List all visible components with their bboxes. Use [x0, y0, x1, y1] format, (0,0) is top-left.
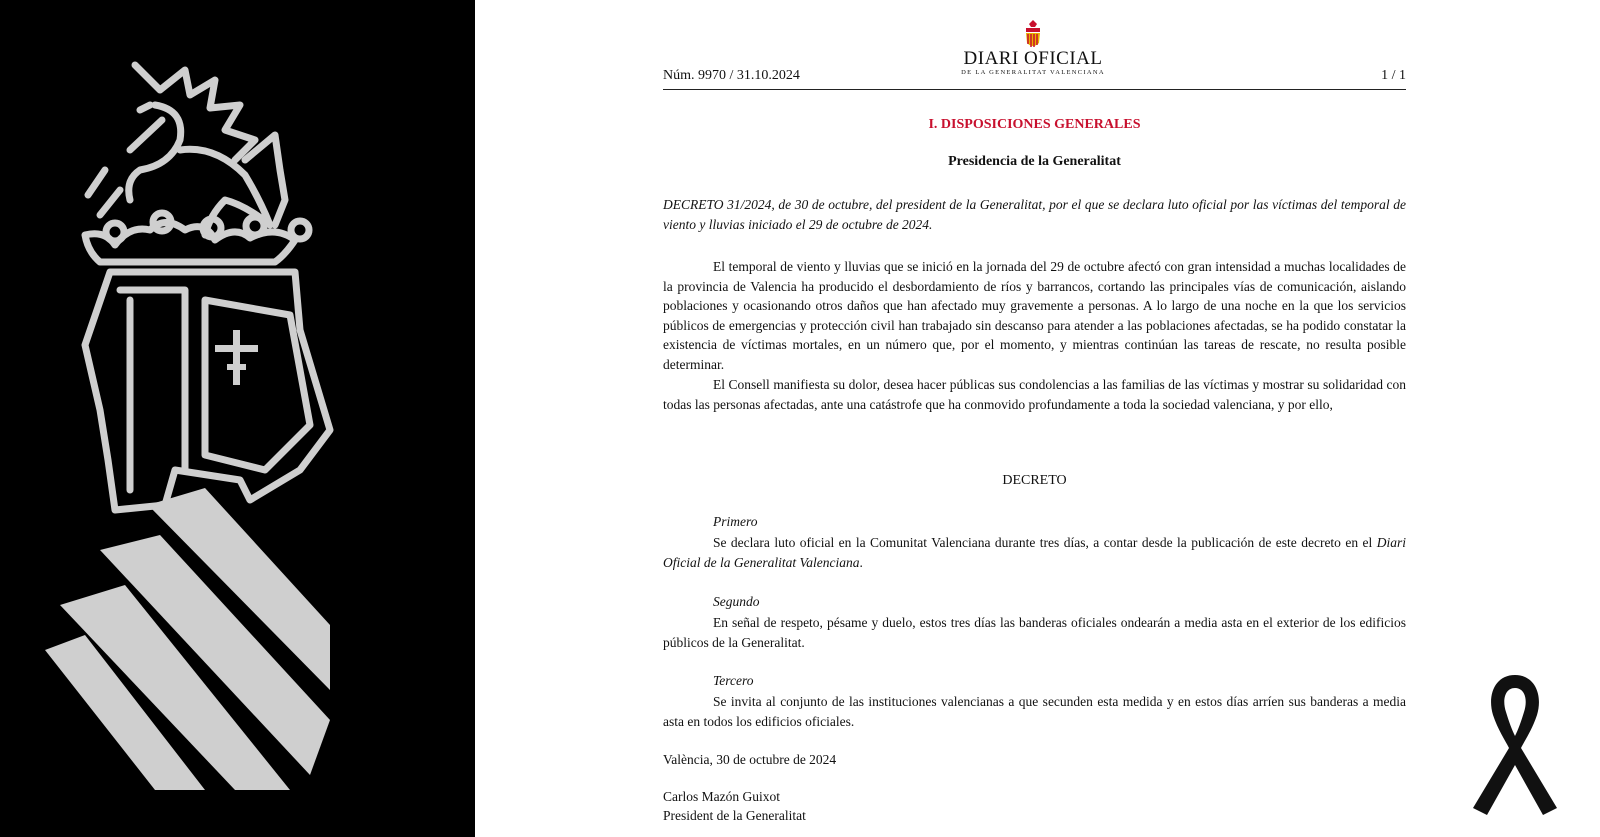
article-body-3: Se invita al conjunto de las instituciones valencianas a que secunden esta medida y en estos días arríen sus banderas a media asta en todos los edificios oficiales. — [663, 694, 1406, 729]
article-heading-1: Primero — [713, 514, 758, 529]
black-ribbon-icon — [1465, 670, 1565, 820]
section-title: I. DISPOSICIONES GENERALES — [928, 117, 1141, 132]
article-heading-2: Segundo — [713, 594, 760, 609]
decree-heading: DECRETO — [1002, 473, 1067, 488]
masthead-title: DIARI OFICIAL — [963, 48, 1103, 69]
generalitat-emblem-icon — [0, 0, 475, 837]
article-1-text: Se declara luto oficial en la Comunitat Valenciana durante tres días, a contar desde la publicación de este decreto en el — [713, 535, 1377, 550]
masthead-emblem-icon — [1023, 19, 1043, 49]
masthead — [943, 19, 1123, 89]
article-1-end: . — [859, 554, 863, 570]
masthead-subtitle: DE LA GENERALITAT VALENCIANA — [961, 69, 1105, 76]
article-heading-3: Tercero — [713, 673, 754, 688]
page-number: 1 / 1 — [1381, 68, 1406, 83]
signer-role: President de la Generalitat — [663, 808, 806, 823]
preamble-paragraph-2: El Consell manifiesta su dolor, desea hacer públicas sus condolencias a las familias de las víctimas y mostrar su solidaridad con todas las personas afectadas, ante una catástrofe que ha conmovido profundamente a toda la sociedad valenciana, y por ello, — [663, 377, 1406, 412]
signer-name: Carlos Mazón Guixot — [663, 789, 780, 804]
article-body-2: En señal de respeto, pésame y duelo, estos tres días las banderas oficiales ondearán a media asta en el exterior de los edificios públicos de la Generalitat. — [663, 615, 1406, 650]
issue-number-date: Núm. 9970 / 31.10.2024 — [663, 68, 800, 83]
article-body-1 — [663, 533, 1406, 572]
page-header — [663, 48, 1406, 90]
emblem-panel — [0, 0, 475, 837]
gazette-name: Diari Oficial de la Generalitat Valenciana — [663, 535, 1406, 570]
issuing-body: Presidencia de la Generalitat — [948, 154, 1121, 169]
preamble-paragraph-1: El temporal de viento y lluvias que se inició en la jornada del 29 de octubre afectó con gran intensidad a muchas localidades de la provincia de Valencia ha producido el desbordamiento de ríos y barrancos, cortando las principales vías de comunicación, aislando poblaciones y ocasionando otros daños que han afectado muy gravemente a personas. A lo largo de una noche en la que los servicios públicos de emergencias y protección civil han trabajado sin descanso para atender a las poblaciones afectadas, se ha podido constatar la existencia de víctimas mortales, en un número que, por el momento, y mientras continúan las tareas de rescate, no resulta posible determinar. — [663, 259, 1406, 372]
gazette-page — [663, 0, 1406, 837]
decree-title: DECRETO 31/2024, de 30 de octubre, del president de la Generalitat, por el que se declara luto oficial por las víctimas del temporal de viento y lluvias iniciado el 29 de octubre de 2024. — [663, 197, 1406, 232]
place-date: València, 30 de octubre de 2024 — [663, 752, 837, 767]
